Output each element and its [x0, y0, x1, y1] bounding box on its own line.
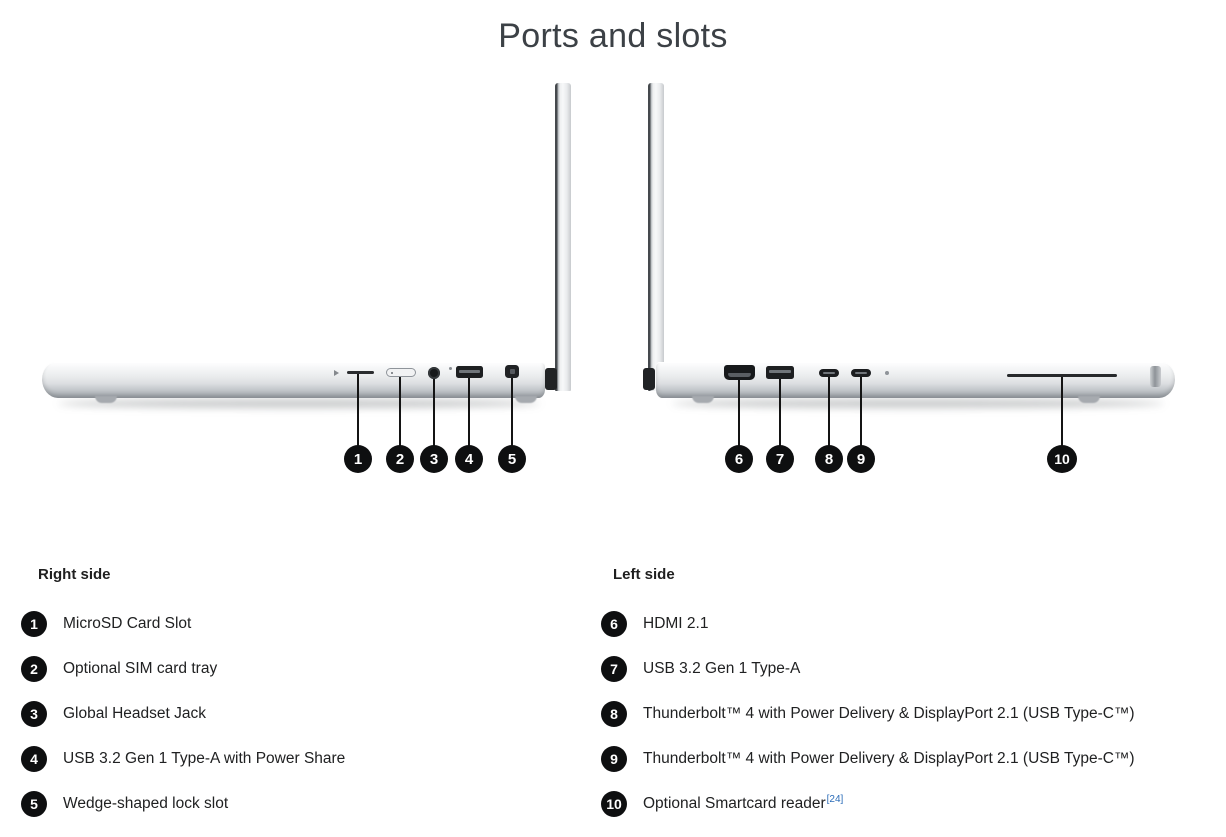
- lock-slot-icon: [505, 365, 519, 378]
- item-label: USB 3.2 Gen 1 Type-A with Power Share: [63, 750, 346, 767]
- legend-item-1: [21, 611, 345, 637]
- item-number-badge: 7: [601, 656, 627, 682]
- item-number-badge: 9: [601, 746, 627, 772]
- usb-a-port-icon: [456, 366, 483, 378]
- callout-leader-line: [738, 379, 740, 448]
- callout-leader-line: [357, 373, 359, 448]
- legend-item-5: [21, 791, 345, 817]
- item-number-badge: 5: [21, 791, 47, 817]
- callout-leader-line: [779, 378, 781, 448]
- item-number-badge: 6: [601, 611, 627, 637]
- item-label: Optional SIM card tray: [63, 660, 218, 677]
- item-label: USB 3.2 Gen 1 Type-A: [643, 660, 801, 677]
- rubber-foot: [692, 396, 714, 403]
- item-label-text: Optional Smartcard reader: [643, 795, 826, 812]
- item-number-badge: 3: [21, 701, 47, 727]
- item-label: Thunderbolt™ 4 with Power Delivery & DisplayPort 2.1 (USB Type-C™): [643, 750, 1135, 767]
- item-number-badge: 8: [601, 701, 627, 727]
- item-label: Global Headset Jack: [63, 705, 207, 722]
- callout-leader-line: [828, 376, 830, 448]
- item-label: HDMI 2.1: [643, 615, 709, 632]
- callout-6: 6: [725, 445, 753, 473]
- callout-9: 9: [847, 445, 875, 473]
- callout-1: 1: [344, 445, 372, 473]
- page-title: Ports and slots: [498, 17, 728, 55]
- hdmi-port-icon: [724, 365, 755, 380]
- legend-item-9: [601, 746, 1135, 772]
- legend-item-4: [21, 746, 345, 772]
- callout-leader-line: [511, 378, 513, 448]
- status-led-icon: [885, 371, 889, 375]
- legend-item-6: [601, 611, 1135, 637]
- callout-10: 10: [1047, 445, 1077, 473]
- front-edge-notch: [1150, 366, 1161, 387]
- callout-leader-line: [860, 376, 862, 448]
- rubber-foot: [95, 396, 117, 403]
- power-share-marker-icon: [449, 367, 452, 370]
- callout-2: 2: [386, 445, 414, 473]
- callout-leader-line: [399, 377, 401, 448]
- callout-8: 8: [815, 445, 843, 473]
- smartcard-reader-slot-icon: [1007, 374, 1117, 377]
- right-side-legend: [21, 611, 345, 817]
- item-number-badge: 4: [21, 746, 47, 772]
- legend-item-3: [21, 701, 345, 727]
- callout-4: 4: [455, 445, 483, 473]
- left-side-heading: Left side: [613, 566, 675, 583]
- legend-item-8: [601, 701, 1135, 727]
- item-number-badge: 2: [21, 656, 47, 682]
- laptop-screen-edge: [555, 83, 571, 391]
- rubber-foot: [1078, 396, 1100, 403]
- usb-c-port-icon: [851, 369, 871, 377]
- legend-item-7: [601, 656, 1135, 682]
- sim-card-tray-icon: [386, 368, 416, 377]
- item-number-badge: 1: [21, 611, 47, 637]
- callout-leader-line: [433, 378, 435, 448]
- hinge-icon: [643, 368, 655, 390]
- item-label: [643, 795, 843, 813]
- hinge-icon: [545, 368, 557, 390]
- item-label: MicroSD Card Slot: [63, 615, 192, 632]
- microsd-card-slot-icon: [347, 371, 374, 374]
- headset-jack-icon: [428, 367, 440, 379]
- usb-c-port-icon: [819, 369, 839, 377]
- footnote-24-link[interactable]: [24]: [826, 794, 844, 805]
- legend-item-10: [601, 791, 1135, 817]
- sim-eject-marker-icon: [334, 370, 339, 376]
- callout-5: 5: [498, 445, 526, 473]
- usb-a-port-icon: [766, 366, 794, 379]
- callout-leader-line: [1061, 376, 1063, 448]
- legend-item-2: [21, 656, 345, 682]
- item-label: Wedge-shaped lock slot: [63, 795, 229, 812]
- callout-3: 3: [420, 445, 448, 473]
- laptop-screen-edge: [648, 83, 664, 391]
- right-side-heading: Right side: [38, 566, 111, 583]
- item-label: Thunderbolt™ 4 with Power Delivery & DisplayPort 2.1 (USB Type-C™): [643, 705, 1135, 722]
- left-side-legend: [601, 611, 1135, 817]
- callout-7: 7: [766, 445, 794, 473]
- rubber-foot: [515, 396, 537, 403]
- item-number-badge: 10: [601, 791, 627, 817]
- callout-leader-line: [468, 378, 470, 448]
